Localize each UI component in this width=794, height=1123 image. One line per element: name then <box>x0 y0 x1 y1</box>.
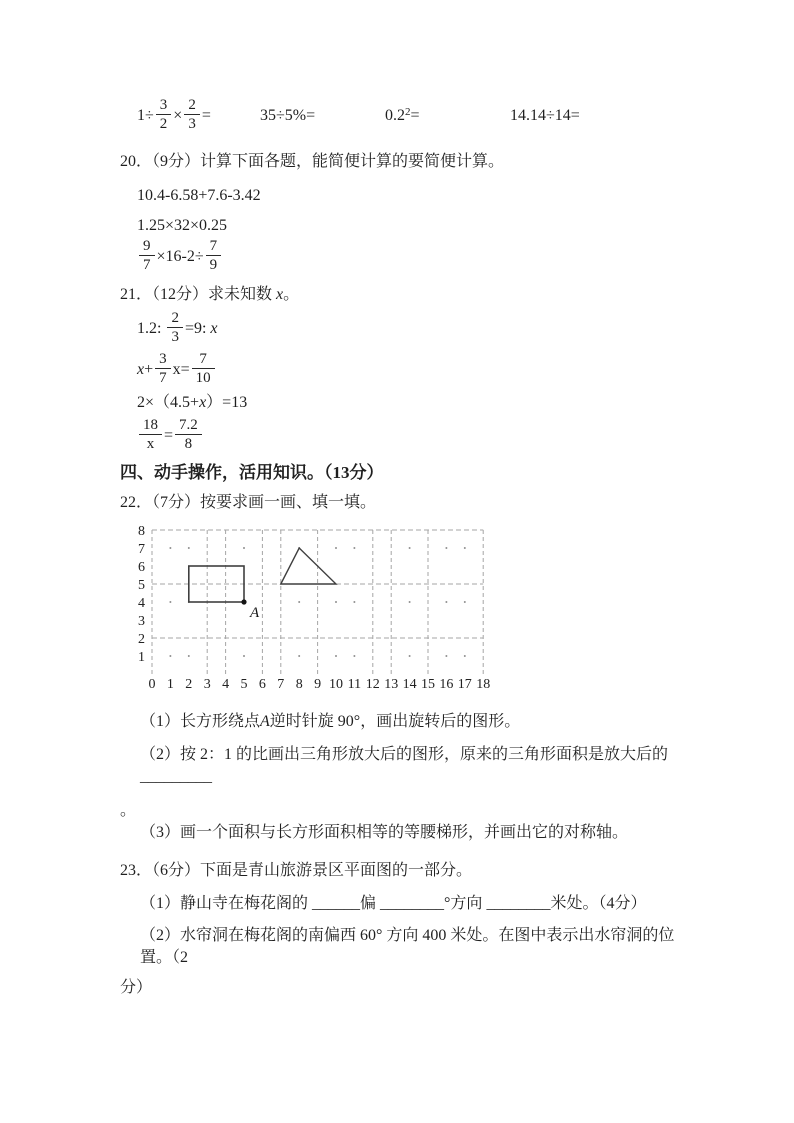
grid-dot <box>409 601 411 603</box>
quick-calc-row <box>137 95 694 137</box>
variable: x <box>199 394 207 411</box>
variable: x <box>137 361 145 379</box>
fraction: $\frac{7}{9}$ <box>206 237 222 274</box>
coordinate-grid-figure <box>130 522 694 692</box>
text-run: 14.14÷14= <box>510 107 580 124</box>
text-run: 1.25×32×0.25 <box>137 217 228 234</box>
text-run: ×16-2÷ <box>156 248 204 266</box>
problem-22-sub1 <box>140 711 694 733</box>
text-run: ）=13 <box>206 394 248 411</box>
problem-21-equation-1 <box>137 311 694 348</box>
x-axis-label: 11 <box>347 677 362 692</box>
text-run: 偏 <box>360 895 381 912</box>
y-axis-label: 5 <box>138 578 145 593</box>
text-run: =9: <box>184 320 211 338</box>
grid-dot <box>353 655 355 657</box>
x-axis-label: 10 <box>329 677 343 692</box>
fraction: $\frac{3}{2}$ <box>156 96 172 133</box>
answer-blank: ________ <box>486 895 551 912</box>
quick-calc-expression-2 <box>260 105 385 127</box>
grid-dot <box>298 601 300 603</box>
fraction: $\frac{18}{x}$ <box>139 416 162 453</box>
text-run: + <box>144 361 154 379</box>
grid-dot <box>464 601 466 603</box>
grid-dot <box>409 547 411 549</box>
problem-23-sub1 <box>140 893 694 915</box>
text-run: （1）长方形绕点 <box>140 713 261 730</box>
fraction: $\frac{2}{3}$ <box>184 96 200 133</box>
problem-21-label <box>120 284 694 306</box>
fraction: $\frac{9}{7}$ <box>139 237 155 274</box>
x-axis-label: 14 <box>402 677 417 692</box>
problem-23-sub2: （2）水帘洞在梅花阁的南偏西 60° 方向 400 米处。在图中表示出水帘洞的位置。（2 <box>140 927 675 966</box>
grid-dot <box>169 655 171 657</box>
x-axis-label: 13 <box>384 677 399 692</box>
text-run: 米处。（4分） <box>550 895 647 912</box>
y-axis-label: 2 <box>138 632 145 647</box>
quick-calc-expression-3 <box>385 105 510 128</box>
problem-22-sub3: （3）画一个面积与长方形面积相等的等腰梯形，并画出它的对称轴。 <box>140 824 629 841</box>
superscript: 2 <box>405 105 411 118</box>
x-axis-label: 7 <box>277 677 285 692</box>
section-4-heading: 四、动手操作，活用知识。（13分） <box>120 463 384 482</box>
grid-dot <box>335 601 337 603</box>
problem-21-equation-4 <box>137 418 694 455</box>
text-run: （1）静山寺在梅花阁的 <box>140 895 313 912</box>
grid-dot <box>188 547 190 549</box>
y-axis-label: 8 <box>138 524 145 539</box>
x-axis-label: 4 <box>222 677 230 692</box>
text-run: 35÷5%= <box>260 107 316 124</box>
fraction: $\frac{2}{3}$ <box>167 309 183 346</box>
quick-calc-expression-1 <box>137 98 260 135</box>
grid-dot <box>445 547 447 549</box>
problem-22-sub2-continuation: 。 <box>120 802 137 819</box>
problem-21-equation-2 <box>137 352 694 389</box>
point-a-dot <box>241 599 246 604</box>
point-a-label: A <box>250 605 260 621</box>
answer-blank: ________ <box>380 895 445 912</box>
grid-dot <box>409 655 411 657</box>
y-axis-label: 7 <box>138 542 145 557</box>
x-axis-label: 6 <box>258 677 266 692</box>
problem-20-expression-3 <box>137 239 694 276</box>
text-run: = <box>410 106 420 124</box>
text-run: （2）按 2：1 的比画出三角形放大后的图形，原来的三角形面积是放大后的 <box>140 746 669 763</box>
text-run: 逆时针旋 90°，画出旋转后的图形。 <box>269 713 521 730</box>
x-axis-label: 8 <box>295 677 303 692</box>
text-run: 0.2 <box>385 106 405 124</box>
grid-dot <box>298 655 300 657</box>
problem-23-label: 23．（6分）下面是青山旅游景区平面图的一部分。 <box>120 862 473 879</box>
x-axis-label: 18 <box>476 677 491 692</box>
text-run: °方向 <box>444 895 487 912</box>
text-run: 10.4-6.58+7.6-3.42 <box>137 187 261 204</box>
problem-22-sub2 <box>140 744 694 788</box>
variable: x <box>276 286 284 303</box>
fraction: $\frac{3}{7}$ <box>155 350 171 387</box>
text-run: × <box>173 106 183 124</box>
grid-dot <box>335 547 337 549</box>
text-run: 1÷ <box>137 106 154 124</box>
x-axis-label: 3 <box>203 677 211 692</box>
x-axis-label: 0 <box>148 677 156 692</box>
grid-dot <box>169 601 171 603</box>
text-run: 。 <box>283 286 300 303</box>
text-run: x= <box>172 361 190 379</box>
x-axis-label: 16 <box>439 677 454 692</box>
grid-svg <box>130 522 510 692</box>
answer-blank: _________ <box>140 768 212 785</box>
variable: x <box>210 320 218 338</box>
x-axis-label: 12 <box>365 677 380 692</box>
y-axis-label: 3 <box>138 614 145 629</box>
problem-22-label: 22．（7分）按要求画一画、填一填。 <box>120 494 377 511</box>
problem-20-expression-1 <box>137 185 694 207</box>
grid-dot <box>445 655 447 657</box>
text-run: 1.2: <box>137 320 166 338</box>
text-run: 2×（4.5+ <box>137 394 200 411</box>
x-axis-label: 9 <box>314 677 322 692</box>
problem-23-sub2-continuation: 分） <box>120 979 153 996</box>
text-run: 21．（12分）求未知数 <box>120 286 277 303</box>
problem-20-expression-2 <box>137 215 694 237</box>
y-axis-label: 4 <box>138 596 145 611</box>
grid-dot <box>464 547 466 549</box>
problem-20-label: 20．（9分）计算下面各题，能简便计算的要简便计算。 <box>120 153 505 170</box>
grid-dot <box>243 655 245 657</box>
problem-21-equation-3 <box>137 392 694 414</box>
grid-dot <box>353 547 355 549</box>
x-axis-label: 17 <box>457 677 472 692</box>
grid-dot <box>243 547 245 549</box>
quick-calc-expression-4 <box>510 105 580 127</box>
triangle-shape <box>281 548 336 584</box>
grid-dot <box>169 547 171 549</box>
answer-blank: ______ <box>312 895 361 912</box>
x-axis-label: 15 <box>421 677 435 692</box>
grid-dot <box>335 655 337 657</box>
fraction: $\frac{7}{10}$ <box>192 350 215 387</box>
x-axis-label: 5 <box>240 677 248 692</box>
variable: A <box>260 713 270 730</box>
grid-dot <box>353 601 355 603</box>
grid-dot <box>188 655 190 657</box>
y-axis-label: 1 <box>138 650 145 665</box>
x-axis-label: 1 <box>166 677 174 692</box>
fraction: $\frac{7.2}{8}$ <box>175 416 202 453</box>
grid-dot <box>464 655 466 657</box>
grid-dot <box>445 601 447 603</box>
x-axis-label: 2 <box>185 677 193 692</box>
text-run: = <box>164 427 174 445</box>
text-run: = <box>201 106 211 124</box>
y-axis-label: 6 <box>138 560 145 575</box>
